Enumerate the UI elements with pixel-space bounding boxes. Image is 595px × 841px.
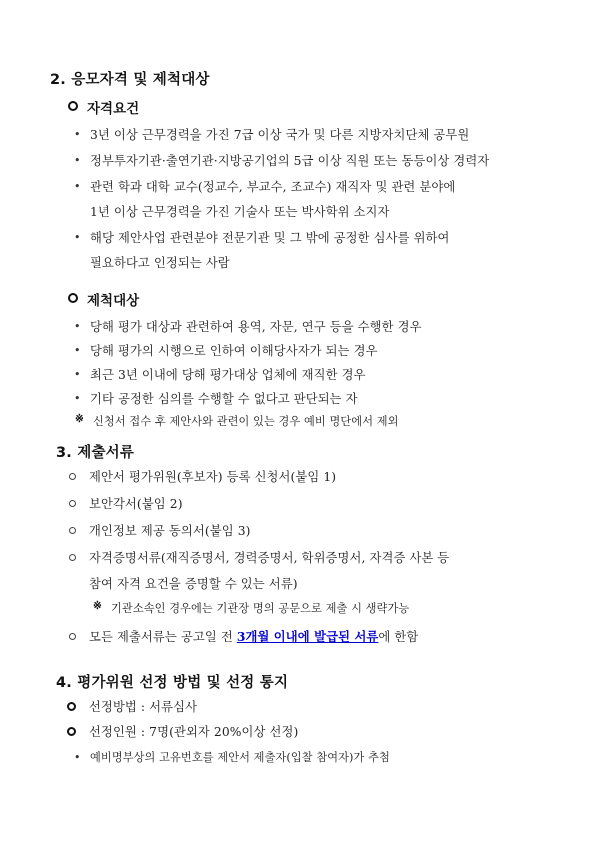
dot-bullet-icon: • bbox=[74, 128, 81, 141]
qualification-heading bbox=[68, 97, 139, 117]
document-item-1: 제안서 평가위원(후보자) 등록 신청서(붙임 1) bbox=[89, 470, 337, 484]
reference-mark-icon: ※ bbox=[93, 600, 102, 612]
exclusion-item-3: 최근 3년 이내에 당해 평가대상 업체에 재직한 경우 bbox=[90, 368, 366, 382]
section-2-title: 2. 응모자격 및 제척대상 bbox=[50, 72, 210, 88]
ring-bullet-icon bbox=[68, 101, 78, 111]
exclusion-heading bbox=[68, 289, 139, 309]
qualification-item-4-cont: 필요하다고 인정되는 사람 bbox=[90, 256, 230, 270]
qualification-title: 자격요건 bbox=[87, 101, 140, 117]
exclusion-item-4: 기타 공정한 심의를 수행할 수 없다고 판단되는 자 bbox=[90, 392, 358, 406]
dot-bullet-icon: • bbox=[74, 368, 81, 381]
dot-bullet-icon: • bbox=[74, 344, 81, 357]
document-item-4: 자격증명서류(재직증명서, 경력증명서, 학위증명서, 자격증 사본 등 bbox=[89, 551, 450, 565]
qualification-item-3: 관련 학과 대학 교수(정교수, 부교수, 조교수) 재직자 및 관련 분야에 bbox=[90, 180, 456, 194]
document-item-2: 보안각서(붙임 2) bbox=[89, 497, 183, 511]
dot-bullet-icon: • bbox=[74, 154, 81, 167]
qualification-item-2: 정부투자기관·출연기관·지방공기업의 5급 이상 직원 또는 동등이상 경력자 bbox=[90, 154, 490, 168]
qualification-item-3-cont: 1년 이상 근무경력을 가진 기술사 또는 박사학위 소지자 bbox=[90, 205, 390, 219]
circle-bullet-icon bbox=[69, 554, 76, 561]
circle-bullet-icon bbox=[69, 633, 76, 640]
qualification-item-4: 해당 제안사업 관련분야 전문기관 및 그 밖에 공정한 심사를 위하여 bbox=[90, 231, 450, 245]
circle-bullet-icon bbox=[69, 500, 76, 507]
circle-bullet-icon bbox=[67, 702, 76, 711]
reference-mark-icon: ※ bbox=[75, 413, 84, 425]
validity-text-post: 에 한함 bbox=[378, 630, 419, 644]
circle-bullet-icon bbox=[69, 527, 76, 534]
document-validity-note bbox=[89, 627, 418, 645]
dot-bullet-icon: • bbox=[74, 180, 81, 193]
documents-note: 기관소속인 경우에는 기관장 명의 공문으로 제출 시 생략가능 bbox=[111, 602, 410, 615]
selection-method: 선정방법 : 서류심사 bbox=[89, 700, 198, 714]
circle-bullet-icon bbox=[69, 473, 76, 480]
exclusion-title: 제척대상 bbox=[87, 293, 140, 309]
document-item-4-cont: 참여 자격 요건을 증명할 수 있는 서류) bbox=[89, 577, 298, 591]
reserve-list-draw: 예비명부상의 고유번호를 제안서 제출자(입찰 참여자)가 추첨 bbox=[90, 751, 390, 764]
section-3-title: 3. 제출서류 bbox=[56, 445, 135, 461]
qualification-item-1: 3년 이상 근무경력을 가진 7급 이상 국가 및 다른 지방자치단체 공무원 bbox=[90, 128, 470, 142]
validity-highlight: 3개월 이내에 발급된 서류 bbox=[236, 629, 379, 644]
dot-bullet-icon: • bbox=[74, 320, 81, 333]
document-item-3: 개인정보 제공 동의서(붙임 3) bbox=[89, 524, 251, 538]
circle-bullet-icon bbox=[67, 727, 76, 736]
validity-text-pre: 모든 제출서류는 공고일 전 bbox=[89, 630, 237, 644]
selection-count: 선정인원 : 7명(관외자 20%이상 선정) bbox=[89, 725, 299, 739]
exclusion-note: 신청서 접수 후 제안사와 관련이 있는 경우 예비 명단에서 제외 bbox=[93, 415, 399, 428]
exclusion-item-2: 당해 평가의 시행으로 인하여 이해당사자가 되는 경우 bbox=[90, 344, 378, 358]
ring-bullet-icon bbox=[68, 293, 78, 303]
dot-bullet-icon: • bbox=[74, 392, 81, 405]
dot-bullet-icon: • bbox=[74, 751, 81, 764]
section-4-title: 4. 평가위원 선정 방법 및 선정 통지 bbox=[56, 675, 289, 691]
exclusion-item-1: 당해 평가 대상과 관련하여 용역, 자문, 연구 등을 수행한 경우 bbox=[90, 320, 422, 334]
dot-bullet-icon: • bbox=[74, 231, 81, 244]
